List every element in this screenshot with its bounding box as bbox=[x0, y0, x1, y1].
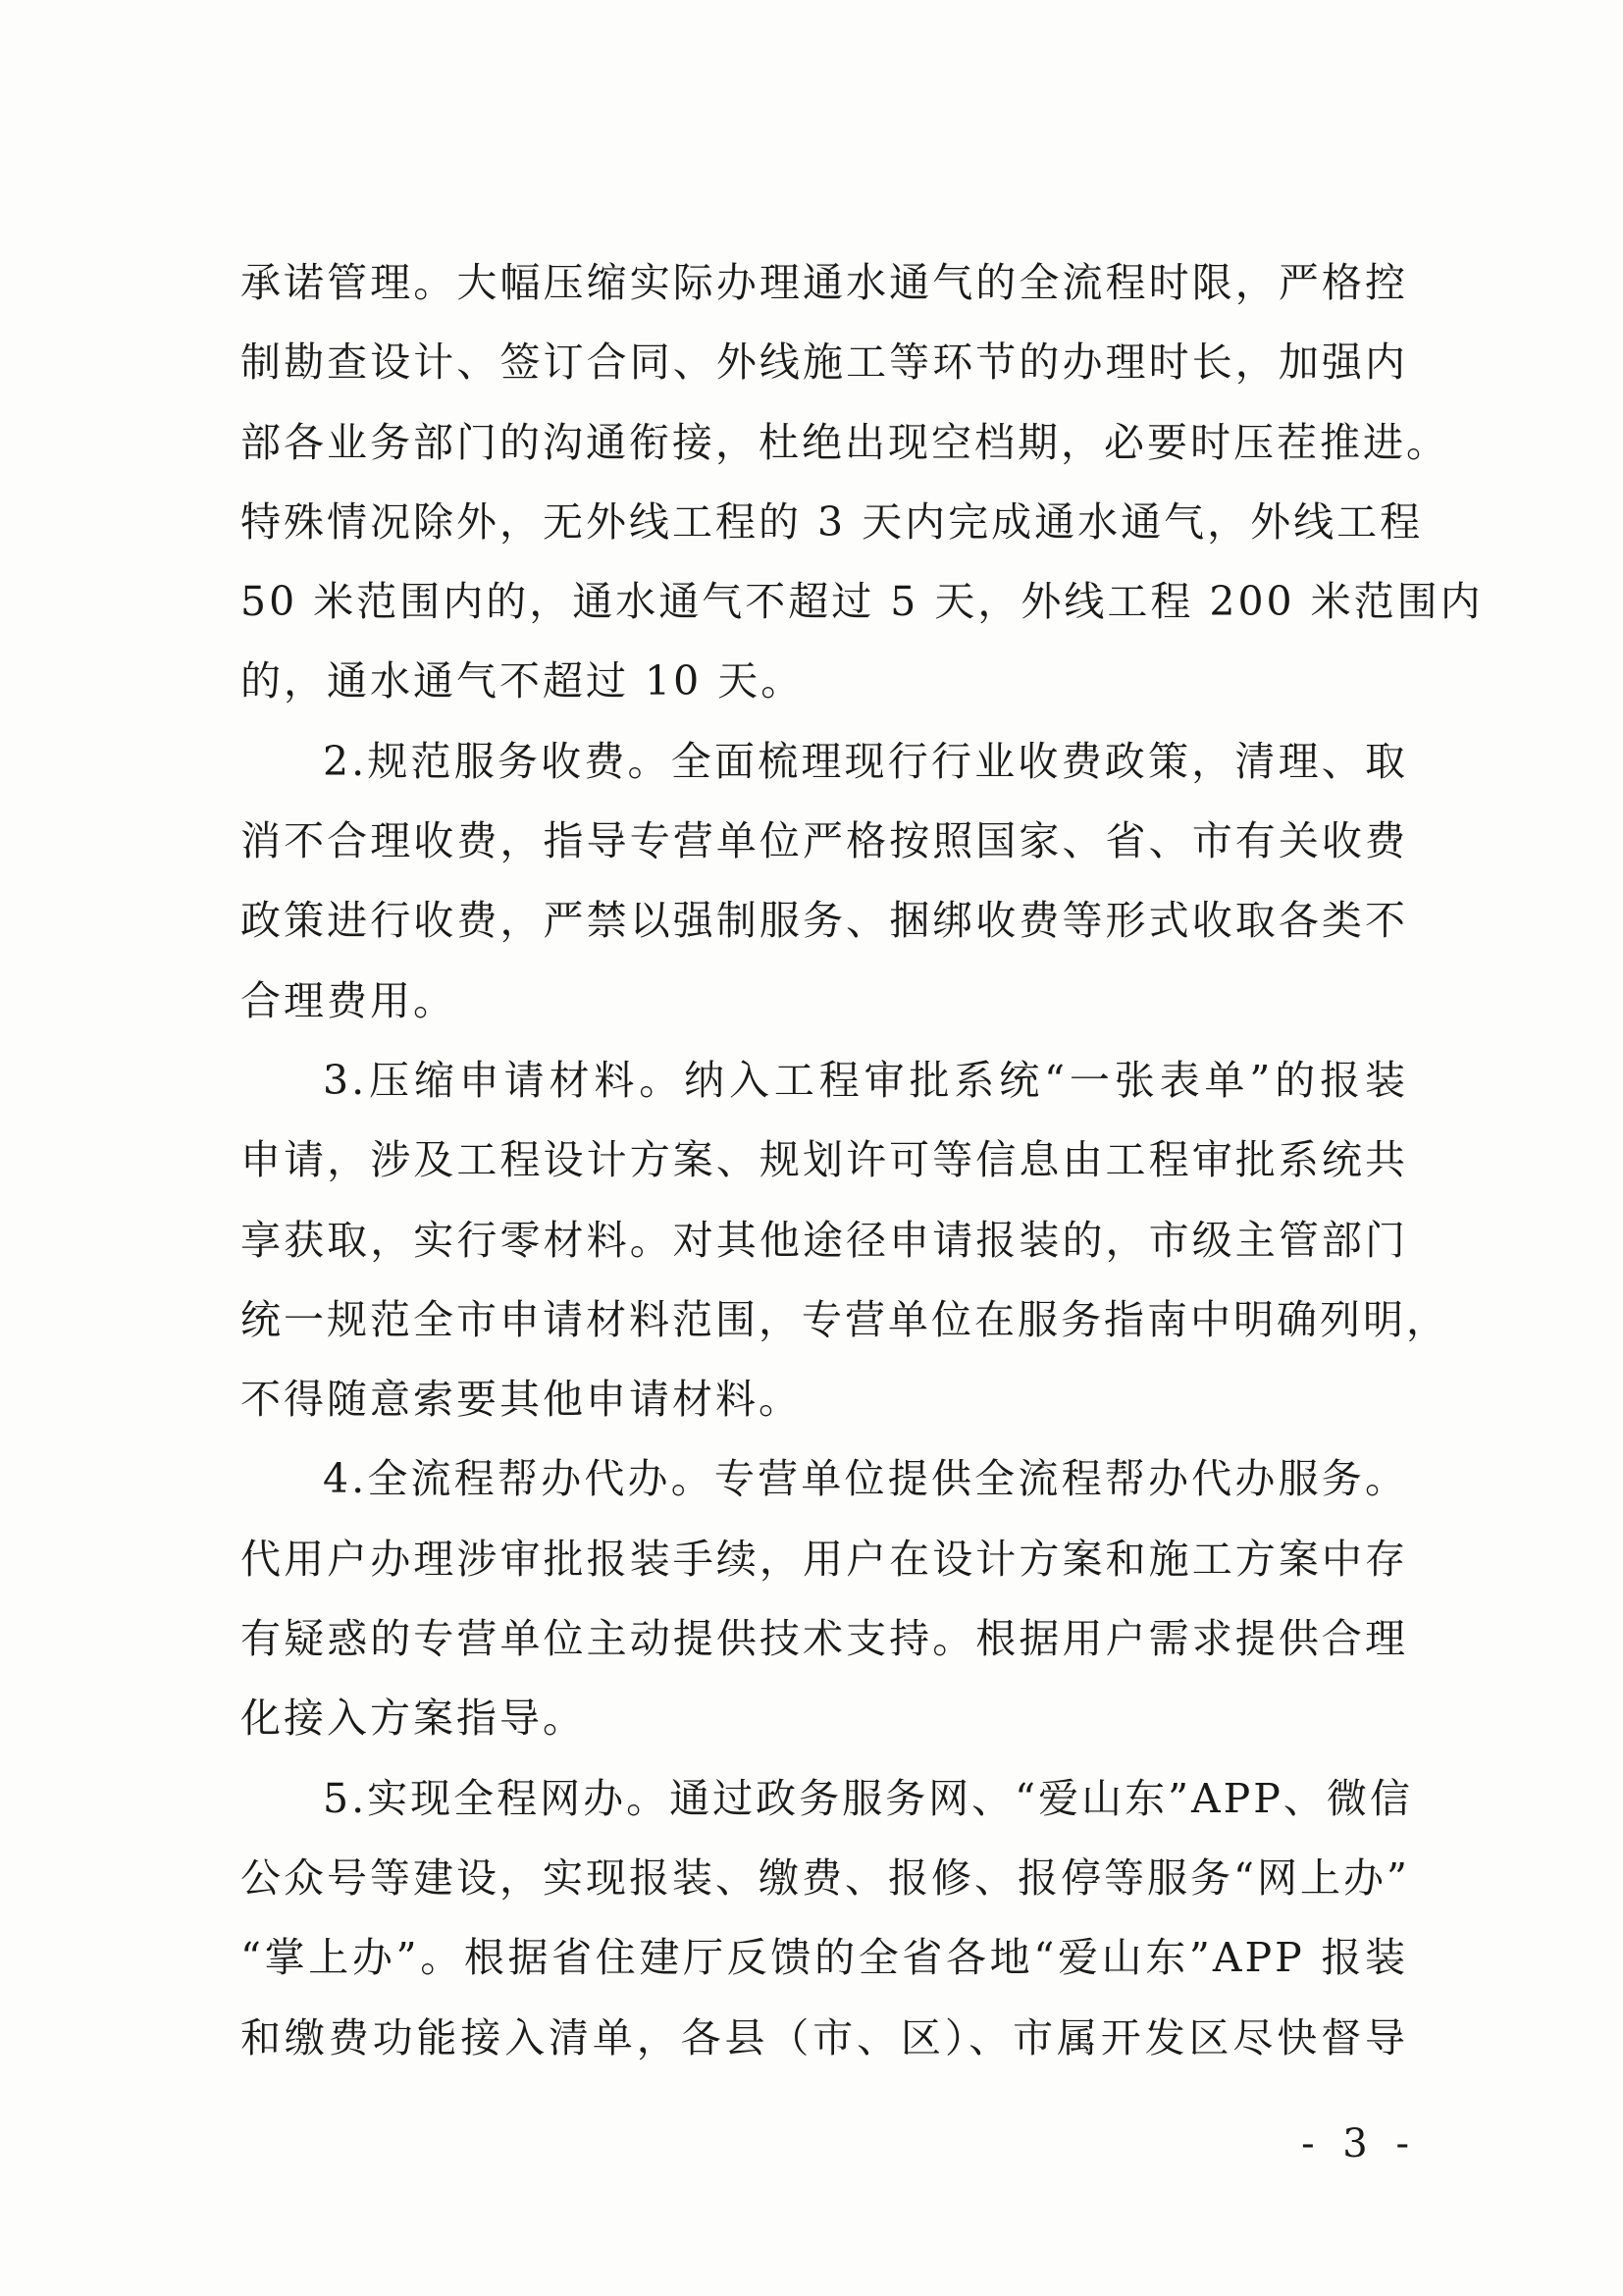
text-line: 合理费用。 bbox=[240, 976, 456, 1024]
text-line: 部各业务部门的沟通衔接，杜绝出现空档期，必要时压茬推进。 bbox=[240, 418, 1449, 466]
text-line: “掌上办”。根据省住建厅反馈的全省各地“爱山东”APP 报装 bbox=[240, 1934, 1408, 1982]
text-line: 化接入方案指导。 bbox=[240, 1695, 586, 1743]
text-line: 制勘查设计、签订合同、外线施工等环节的办理时长，加强内 bbox=[240, 339, 1408, 387]
text-line: 不得随意索要其他申请材料。 bbox=[240, 1376, 802, 1424]
text-line: 3.压缩申请材料。纳入工程审批系统“一张表单”的报装 bbox=[323, 1056, 1408, 1104]
text-line: 公众号等建设，实现报装、缴费、报修、报停等服务“网上办” bbox=[240, 1853, 1410, 1902]
body-text bbox=[240, 243, 1484, 2078]
text-line: 有疑惑的专营单位主动提供技术支持。根据用户需求提供合理 bbox=[240, 1615, 1408, 1663]
text-line: 申请，涉及工程设计方案、规划许可等信息由工程审批系统共 bbox=[240, 1136, 1408, 1184]
text-line: 承诺管理。大幅压缩实际办理通水通气的全流程时限，严格控 bbox=[240, 259, 1408, 306]
text-line: 统一规范全市申请材料范围，专营单位在服务指南中明确列明， bbox=[240, 1295, 1449, 1343]
page-number: - 3 - bbox=[1301, 2121, 1417, 2166]
text-line: 2.规范服务收费。全面梳理现行行业收费政策，清理、取 bbox=[323, 737, 1408, 785]
text-line: 代用户办理涉审批报装手续，用户在设计方案和施工方案中存 bbox=[240, 1535, 1408, 1583]
text-line: 50 米范围内的，通水通气不超过 5 天，外线工程 200 米范围内 bbox=[240, 578, 1484, 626]
text-line: 5.实现全程网办。通过政务服务网、“爱山东”APP、微信 bbox=[323, 1774, 1413, 1822]
text-line: 的，通水通气不超过 10 天。 bbox=[240, 657, 805, 705]
text-line: 特殊情况除外，无外线工程的 3 天内完成通水通气，外线工程 bbox=[240, 497, 1424, 546]
text-line: 消不合理收费，指导专营单位严格按照国家、省、市有关收费 bbox=[240, 817, 1408, 865]
text-line: 和缴费功能接入清单，各县（市、区）、市属开发区尽快督导 bbox=[240, 2013, 1408, 2061]
text-line: 享获取，实行零材料。对其他途径申请报装的，市级主管部门 bbox=[240, 1216, 1408, 1264]
text-line: 4.全流程帮办代办。专营单位提供全流程帮办代办服务。 bbox=[323, 1455, 1408, 1503]
text-line: 政策进行收费，严禁以强制服务、捆绑收费等形式收取各类不 bbox=[240, 897, 1408, 945]
